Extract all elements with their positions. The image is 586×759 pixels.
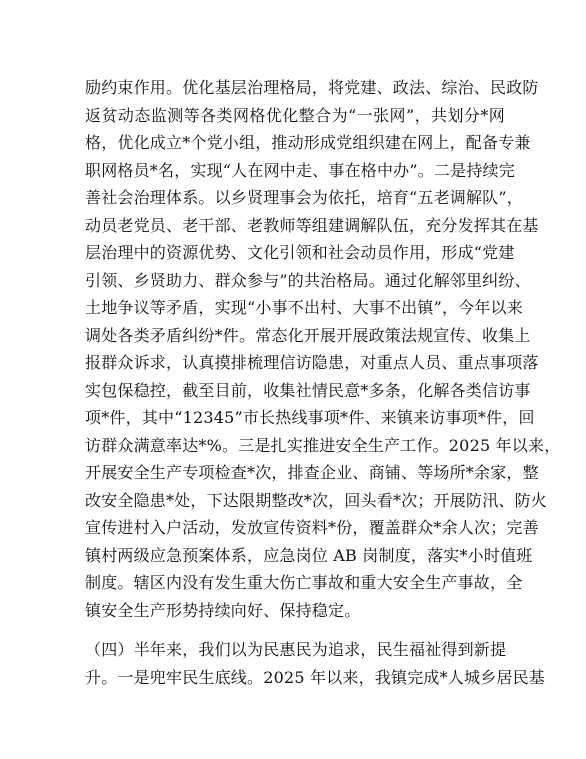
text-line: 镇村两级应急预案体系，应急岗位 AB 岗制度，落实*小时值班: [85, 545, 533, 565]
text-line: 返贫动态监测等各类网格优化整合为“一张网”，共划分*网: [85, 105, 505, 125]
text-line: 引领、乡贤助力、群众参与”的共治格局。通过化解邻里纠纷、: [85, 270, 531, 290]
text-line: 项*件，其中“12345”市长热线事项*件、来镇来访事项*件，回: [85, 408, 535, 427]
paragraph-governance-safety: [85, 74, 561, 624]
text-line: 善社会治理体系。以乡贤理事会为依托，培育“五老调解队”，: [85, 188, 523, 207]
text-line: 土地争议等矛盾，实现“小事不出村、大事不出镇”，今年以来: [85, 298, 523, 317]
text-line: 升。一是兜牢民生底线。2025 年以来，我镇完成*人城乡居民基: [85, 667, 546, 687]
text-line: 格，优化成立*个党小组，推动形成党组织建在网上，配备专兼: [85, 133, 531, 152]
text-line: 开展安全生产专项检查*次，排查企业、商铺、等场所*余家，整: [85, 463, 539, 482]
text-line: 报群众诉求，认真摸排梳理信访隐患，对重点人员、重点事项落: [85, 353, 539, 372]
paragraph-livelihood: [85, 636, 546, 691]
text-line: 制度。辖区内没有发生重大伤亡事故和重大安全生产事故，全: [85, 573, 523, 592]
text-line: 实包保稳控，截至目前，收集社情民意*多条，化解各类信访事: [85, 380, 531, 400]
text-line: 宣传进村入户活动，发放宣传资料*份，覆盖群众*余人次；完善: [85, 518, 539, 537]
text-line: （四）半年来，我们以为民惠民为追求，民生福祉得到新提: [85, 640, 507, 659]
text-line: 励约束作用。优化基层治理格局，将党建、政法、综治、民政防: [85, 78, 539, 97]
text-line: 层治理中的资源优势、文化引领和社会动员作用，形成“党建: [85, 243, 515, 262]
text-line: 镇安全生产形势持续向好、保持稳定。: [85, 600, 361, 620]
text-line: 调处各类矛盾纠纷*件。常态化开展开展政策法规宣传、收集上: [85, 325, 531, 345]
text-line: 动员老党员、老干部、老教师等组建调解队伍，充分发挥其在基: [85, 215, 539, 235]
text-line: 改安全隐患*处，下达限期整改*次，回头看*次；开展防汛、防火: [85, 490, 548, 510]
text-line: 访群众满意率达*%。三是扎实推进安全生产工作。2025 年以来，: [85, 435, 561, 455]
body-text: [85, 74, 561, 691]
text-line: 职网格员*名，实现“人在网中走、事在格中办”。二是持续完: [85, 160, 515, 180]
paragraph-gap: [85, 624, 505, 636]
